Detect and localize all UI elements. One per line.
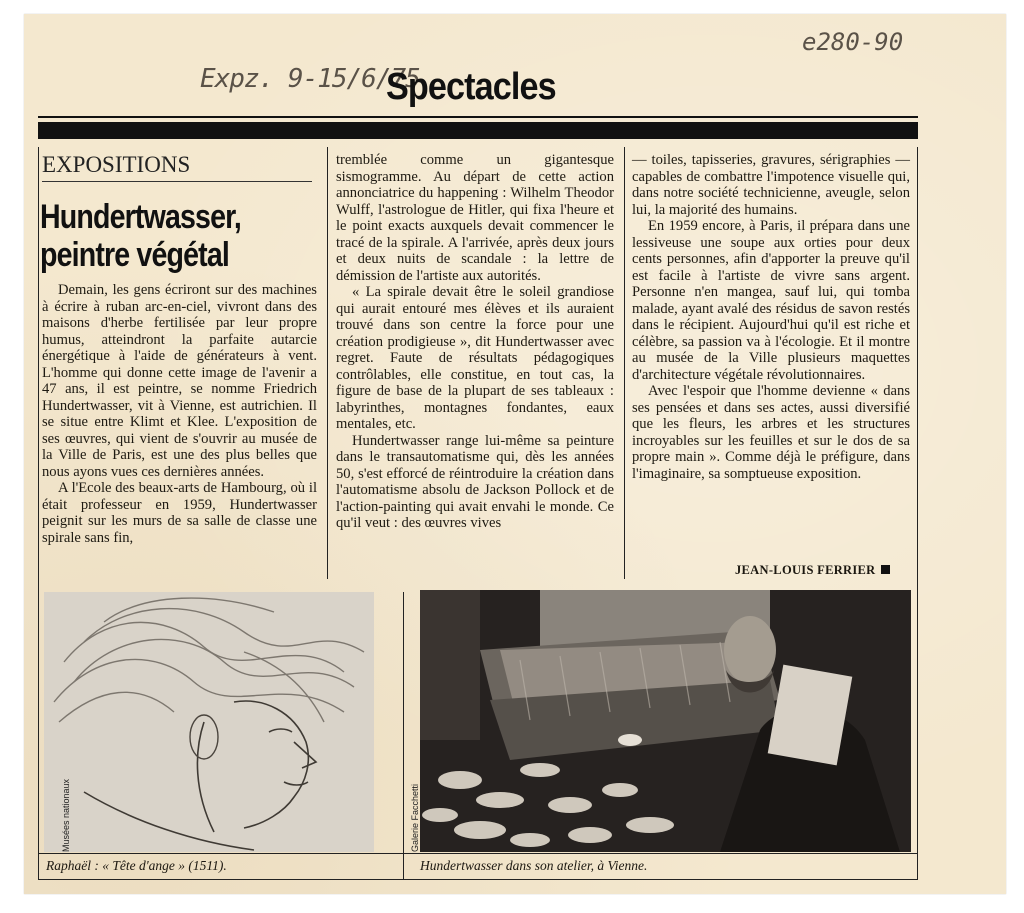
photo1-caption: Raphaël : « Tête d'ange » (1511).	[46, 858, 227, 873]
rubric-underline	[42, 181, 312, 182]
column-rule-2	[624, 147, 625, 579]
raphael-sketch-photo	[44, 592, 374, 852]
end-mark-icon	[881, 565, 890, 574]
sketch-drawing-icon	[44, 592, 374, 852]
paragraph: Hundertwasser range lui-même sa peinture dans le transautomatisme qui, dès les années 50, s'est efforcé de réintroduire la création dans l'automatisme absolu de Jackson Pollock et de l'action-painting qui avait envahi le monde. Ce qu'il veut : des œuvres vives	[336, 432, 614, 531]
author-name: JEAN-LOUIS FERRIER	[735, 563, 876, 577]
paragraph: « La spirale devait être le soleil grandiose qui aurait entouré mes élèves et ils auraient trouvé dans son centre la force pour une création prodigieuse », dit Hundertwasser avec regret. Faute de résultats pédagogiques contrôlables, elle constitue, en tout cas, la figure de base de la plupart de ses tableaux : labyrinthes, montagnes fondantes, eaux mentales, etc.	[336, 284, 614, 432]
paragraph: Demain, les gens écriront sur des machines à écrire à ruban arc-en-ciel, vivront dans des maisons d'herbe fertilisée par leur propre humus, atteindront la parfaite autarcie énergétique à l'aide de générateurs à vent. L'homme qui donne cette image de l'avenir a 47 ans, il est peintre, se nomme Friedrich Hundertwasser, vit à Vienne, est autrichien. Il se situe entre Klimt et Klee. L'exposition de ses œuvres, qui vient de s'ouvrir au musée de la Ville de Paris, est une des plus belles que nous ayons vues ces dernières années.	[42, 282, 317, 480]
artist-studio-photo	[420, 590, 911, 852]
studio-scene-icon	[420, 590, 911, 852]
article-headline	[40, 198, 317, 274]
catalog-mark: e280-90	[802, 28, 904, 56]
photo2-credit: Galerie Facchetti	[410, 783, 420, 852]
article-column-2	[336, 152, 614, 532]
header-thick-rule	[38, 122, 918, 139]
paragraph: — toiles, tapisseries, gravures, sérigraphies — capables de combattre l'impotence visuelle qui, dans notre société technicienne, aveugle, selon lui, la majorité des humains.	[632, 152, 910, 218]
paragraph: En 1959 encore, à Paris, il prépara dans une lessiveuse une soupe aux orties pour deux cents personnes, afin d'apporter la preuve qu'il est facile à l'artiste de vivre sans argent. Personne n'en mangea, sauf lui, qui tomba malade, ayant avalé des résidus de savon restés dans le récipient. Aujourd'hui qu'il est riche et célèbre, sa passion va à l'écologie. Et il montre au musée de la Ville plusieurs maquettes d'architecture végétale révolutionnaires.	[632, 218, 910, 383]
header-thin-rule	[38, 116, 918, 118]
headline-line-1: Hundertwasser,	[40, 198, 241, 236]
article-column-1	[42, 282, 317, 546]
frame-left-rule	[38, 147, 39, 879]
frame-bottom-rule	[38, 879, 918, 880]
handwritten-date-note: Expz. 9-15/6/75	[200, 64, 420, 94]
paragraph: Avec l'espoir que l'homme devienne « dans ses pensées et dans ses actes, aussi diversifié que les fleurs, les arbres et les structures incroyables sur les feuilles et sur le dos de sa propre main ». Comme déjà le préfigure, dans l'imaginaire, sa somptueuse exposition.	[632, 383, 910, 482]
headline-line-2: peintre végétal	[40, 236, 229, 274]
section-title: Spectacles	[386, 66, 556, 108]
photo2-caption: Hundertwasser dans son atelier, à Vienne.	[420, 858, 648, 873]
author-byline	[735, 563, 890, 578]
paragraph: tremblée comme un gigantesque sismogramme. Au départ de cette action annonciatrice du happening : Wilhelm Theodor Wulff, l'astrologue de Hitler, qui fixa l'heure et le point exacts auxquels devait commencer le tracé de la spirale. A l'arrivée, après deux jours et deux nuits de scandale : la lettre de démission de l'artiste aux autorités.	[336, 152, 614, 284]
caption-top-rule	[38, 853, 918, 854]
article-column-3	[632, 152, 910, 482]
frame-right-rule	[917, 147, 918, 879]
caption-divider	[403, 592, 404, 879]
rubric-label: EXPOSITIONS	[42, 152, 191, 177]
paragraph: A l'Ecole des beaux-arts de Hambourg, où il était professeur en 1959, Hundertwasser peignit sur les murs de sa salle de classe une spirale sans fin,	[42, 480, 317, 546]
photo1-credit: Musées nationaux	[61, 778, 71, 852]
column-rule-1	[327, 147, 328, 579]
